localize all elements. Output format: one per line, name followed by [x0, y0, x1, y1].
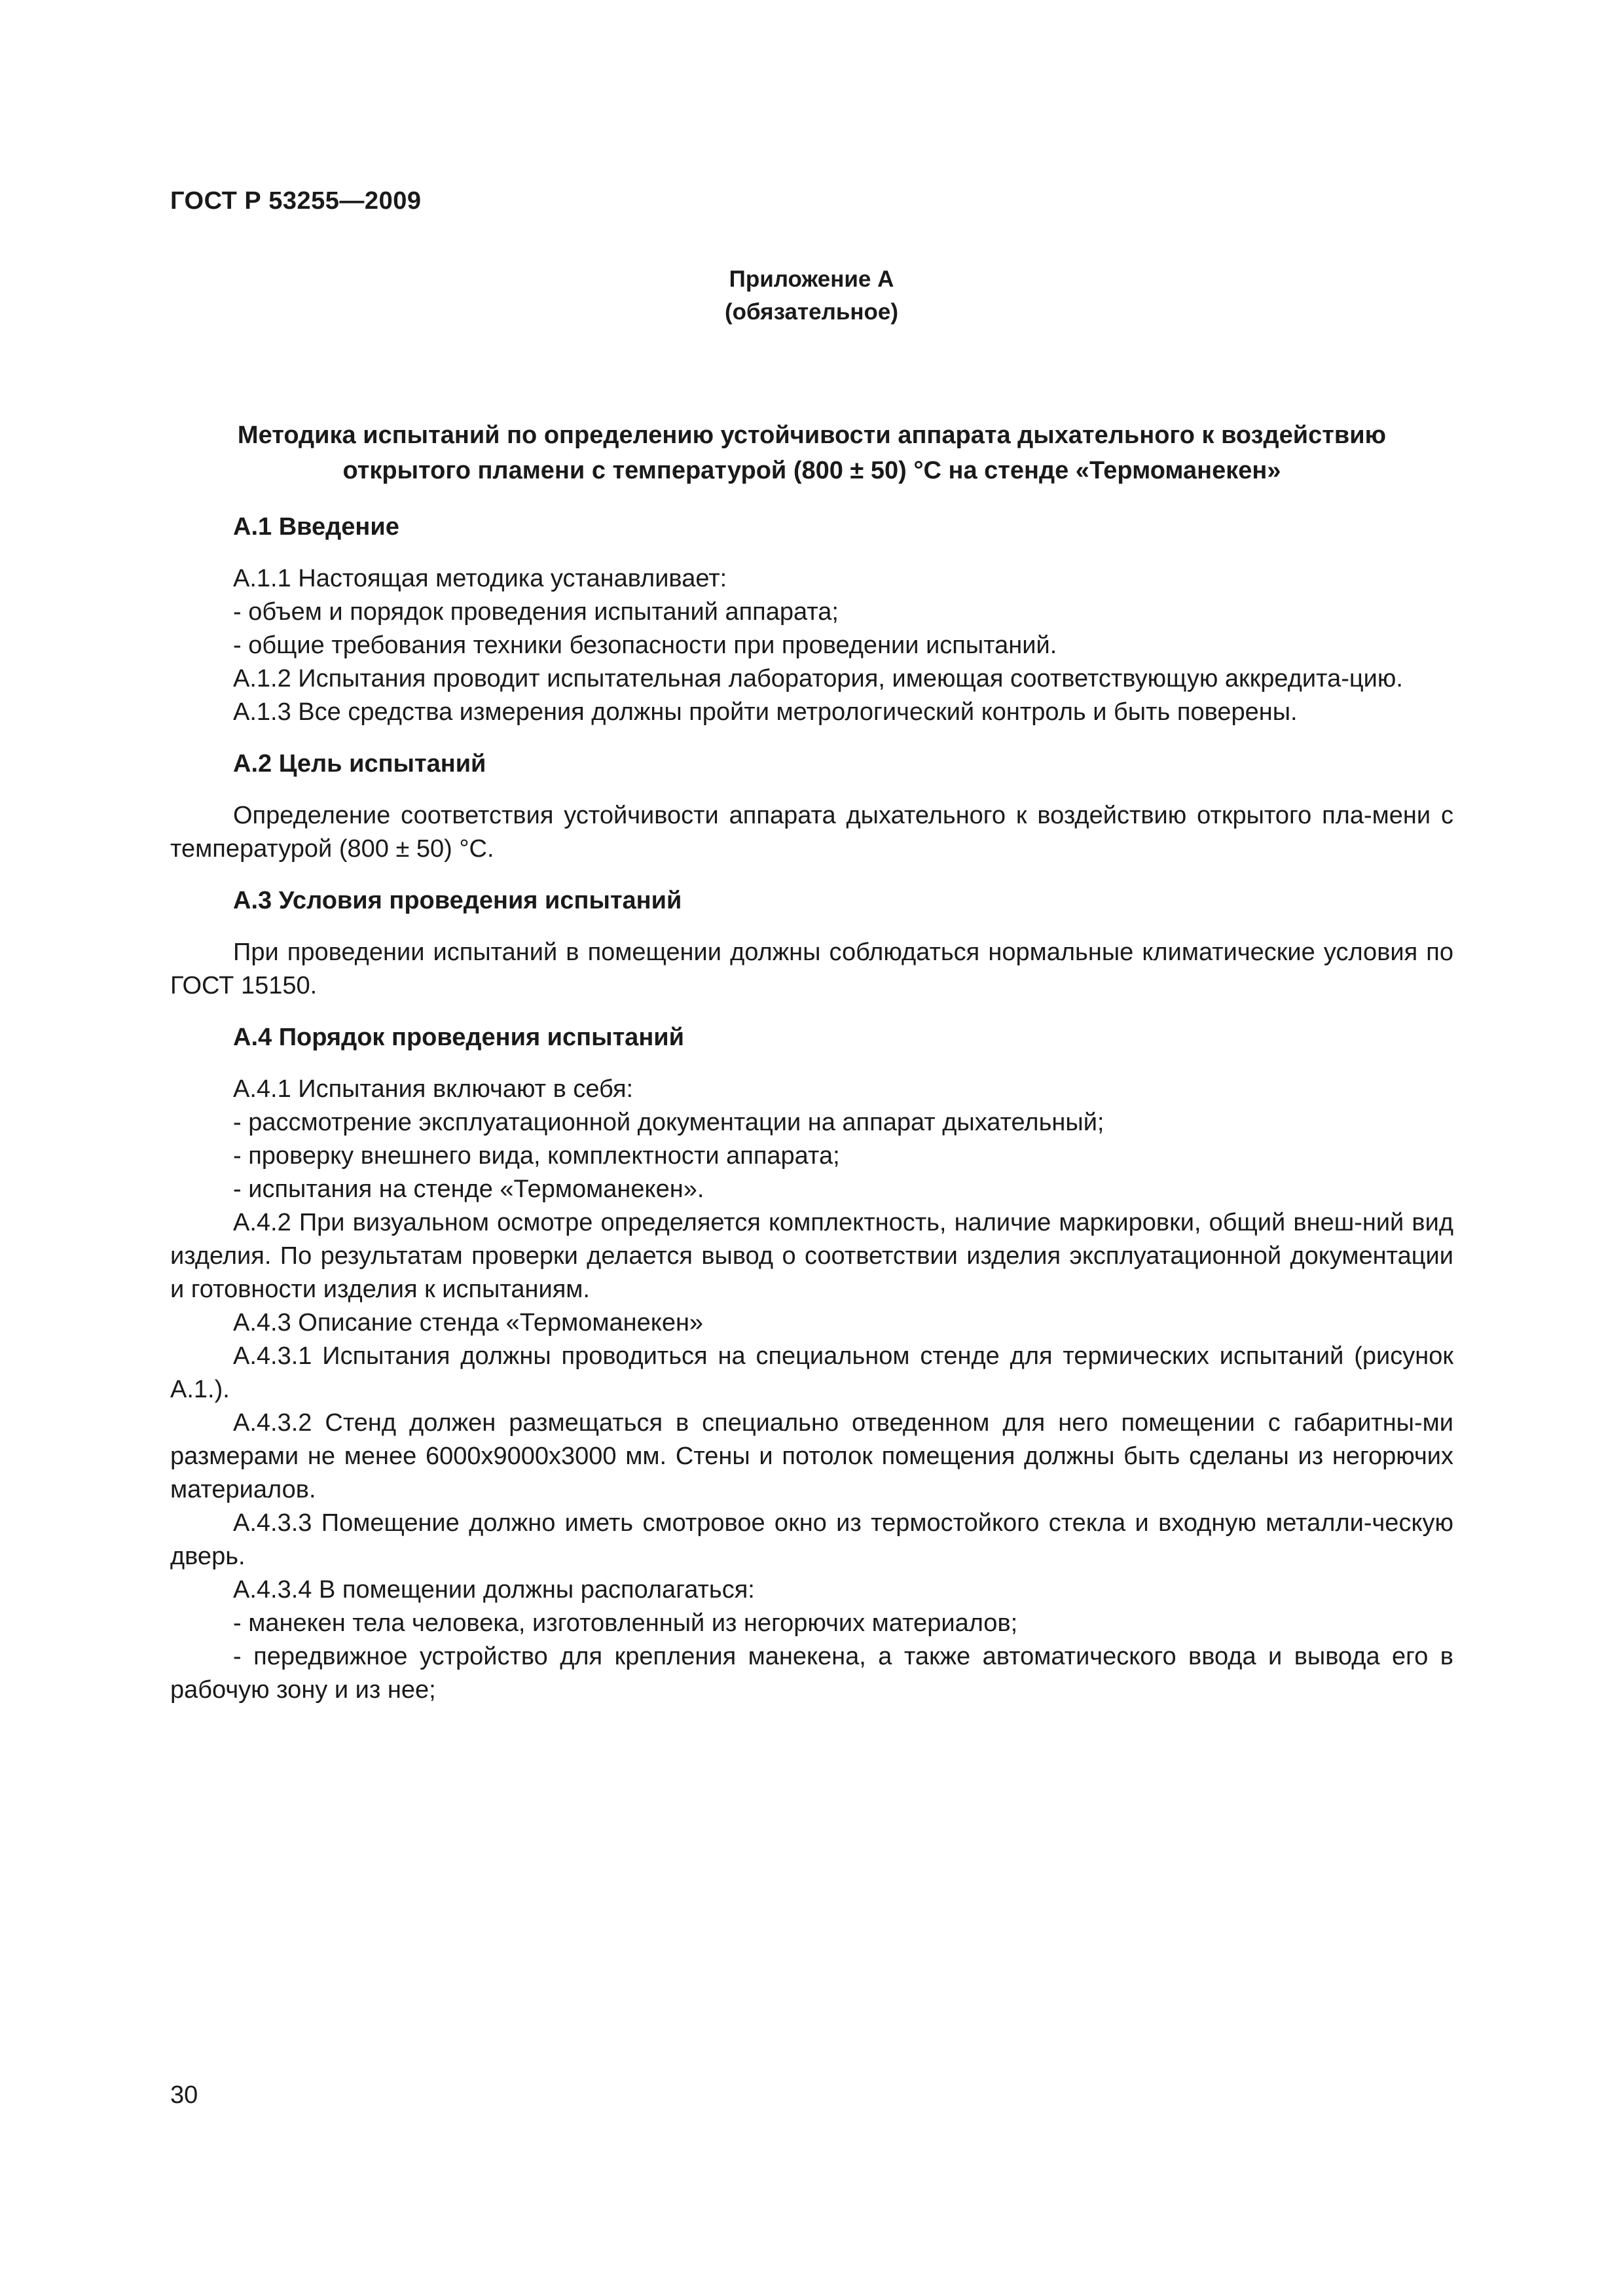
list-item: - передвижное устройство для крепления манекена, а также автоматического ввода и вывода его в рабочую зону и из нее; [170, 1643, 1453, 1704]
document-title-line1: Методика испытаний по определению устойчивости аппарата дыхательного к воздействию [237, 422, 1387, 449]
section-heading: А.4 Порядок проведения испытаний [233, 1024, 684, 1051]
section-a4 [170, 1021, 1453, 1707]
section-a2 [170, 747, 1453, 866]
section-heading: А.2 Цель испытаний [233, 750, 486, 778]
paragraph: А.1.3 Все средства измерения должны пройти метрологический контроль и быть поверены. [233, 698, 1298, 726]
page-number: 30 [170, 2081, 198, 2109]
list-item: - рассмотрение эксплуатационной документации на аппарат дыхательный; [233, 1109, 1104, 1136]
paragraph: А.4.3.1 Испытания должны проводиться на специальном стенде для термических испытаний (рисунок А.1.). [170, 1342, 1453, 1403]
document-title-line2: открытого пламени с температурой (800 ± 50) °С на стенде «Термоманекен» [342, 457, 1281, 484]
list-item: - испытания на стенде «Термоманекен». [233, 1175, 704, 1203]
annex-heading [0, 263, 1623, 329]
document-body [170, 511, 1453, 1707]
section-a1 [170, 511, 1453, 729]
list-item: - манекен тела человека, изготовленный из негорючих материалов; [233, 1609, 1018, 1637]
annex-status: (обязательное) [724, 299, 898, 325]
paragraph: А.4.3.3 Помещение должно иметь смотровое окно из термостойкого стекла и входную металли-ческую дверь. [170, 1509, 1453, 1570]
section-heading: А.3 Условия проведения испытаний [233, 887, 682, 914]
list-item: - проверку внешнего вида, комплектности аппарата; [233, 1142, 840, 1170]
document-id: ГОСТ Р 53255—2009 [170, 187, 422, 215]
paragraph: Определение соответствия устойчивости аппарата дыхательного к воздействию открытого пла-мени с температурой (800 ± 50) °С. [170, 802, 1453, 863]
paragraph: А.4.3 Описание стенда «Термоманекен» [233, 1309, 704, 1336]
list-item: - объем и порядок проведения испытаний аппарата; [233, 598, 839, 626]
list-item: - общие требования техники безопасности при проведении испытаний. [233, 632, 1057, 659]
paragraph: При проведении испытаний в помещении должны соблюдаться нормальные климатические условия по ГОСТ 15150. [170, 939, 1453, 999]
paragraph: А.4.1 Испытания включают в себя: [233, 1075, 634, 1103]
document-title [170, 418, 1453, 488]
paragraph: А.4.2 При визуальном осмотре определяется комплектность, наличие маркировки, общий внеш-ний вид изделия. По результатам проверки делается вывод о соответствии изделия эксплуатационной документации и готовности изделия к испытаниям. [170, 1209, 1453, 1303]
annex-title: Приложение А [729, 266, 894, 292]
paragraph: А.1.1 Настоящая методика устанавливает: [233, 565, 727, 592]
paragraph: А.4.3.2 Стенд должен размещаться в специально отведенном для него помещении с габаритны-ми размерами не менее 6000х9000х3000 мм. Стены и потолок помещения должны быть сделаны из негорючих материалов. [170, 1409, 1453, 1503]
section-heading: А.1 Введение [233, 513, 399, 541]
section-a3 [170, 884, 1453, 1003]
paragraph: А.4.3.4 В помещении должны располагаться: [233, 1576, 755, 1604]
paragraph: А.1.2 Испытания проводит испытательная лаборатория, имеющая соответствующую аккредита-цию. [233, 665, 1403, 692]
